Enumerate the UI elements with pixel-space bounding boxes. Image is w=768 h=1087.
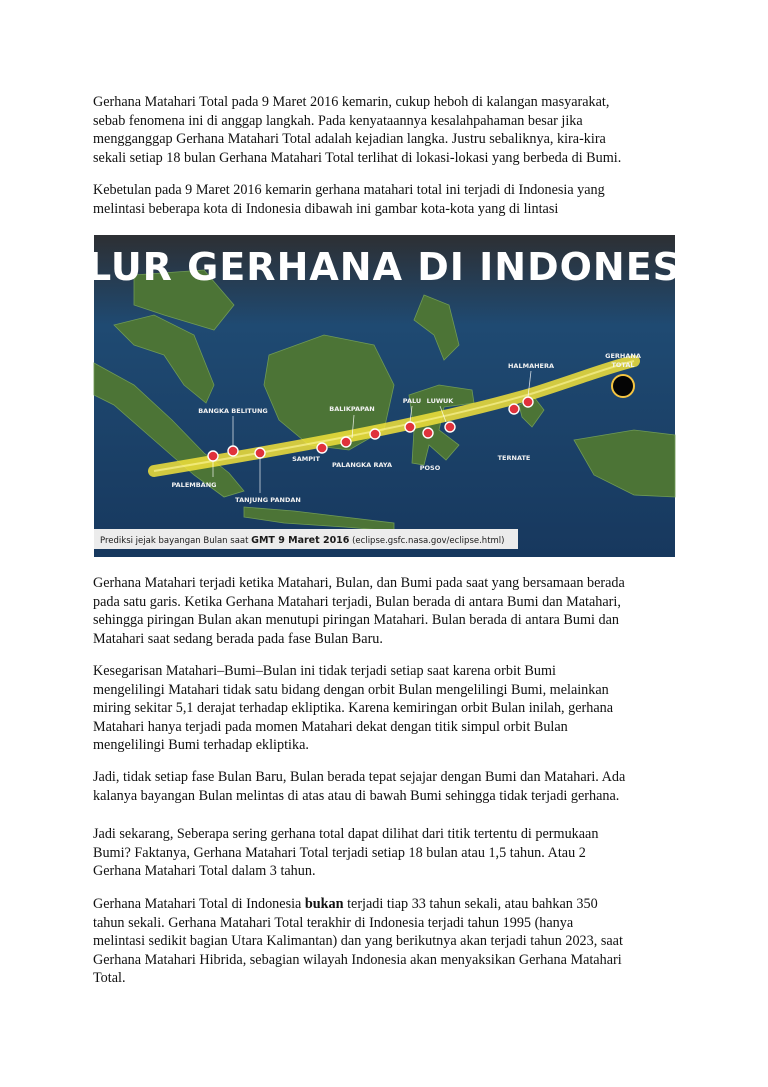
text-line: Kesegarisan Matahari–Bumi–Bulan ini tidak terjadi setiap saat karena orbit Bumi bbox=[93, 663, 556, 679]
label-halmahera: HALMAHERA bbox=[507, 362, 555, 370]
label-poso: POSO bbox=[419, 464, 441, 472]
text-line: sekali setiap 18 bulan Gerhana Matahari Total terlihat di lokasi-lokasi yang berbeda di Bumi. bbox=[93, 149, 622, 166]
total-eclipse-disc bbox=[612, 375, 634, 397]
paragraph-indonesia-history bbox=[93, 895, 693, 988]
pin-halmahera-b bbox=[523, 397, 533, 407]
pin-tanjung-pandan bbox=[255, 448, 265, 458]
map-caption bbox=[100, 535, 504, 546]
text-line: Gerhana Matahari Total dalam 3 tahun. bbox=[93, 863, 316, 880]
text-line: mengelilingi Bumi terhadap ekliptika. bbox=[93, 737, 309, 754]
paragraph-definition bbox=[93, 574, 693, 648]
label-palangka-raya: PALANGKA RAYA bbox=[331, 461, 393, 469]
pin-poso bbox=[423, 428, 433, 438]
label-sampit: SAMPIT bbox=[292, 455, 320, 463]
paragraph-frequency bbox=[93, 825, 693, 881]
text-line: Matahari hanya terjadi pada momen Matahari dekat dengan titik simpul orbit Bulan bbox=[93, 718, 568, 735]
text-line: Gerhana Matahari terjadi ketika Matahari, Bulan, dan Bumi pada saat yang bersamaan berada bbox=[93, 575, 625, 591]
text-line: miring sekitar 5,1 derajat terhadap ekliptika. Karena kemiringan orbit Bulan inilah, gerhana bbox=[93, 700, 614, 717]
label-palu: PALU bbox=[402, 397, 422, 405]
text-line: mengelilingi Matahari tidak satu bidang dengan orbit Bulan mengelilingi Bumi, melainkan bbox=[93, 681, 609, 698]
text-line: Jadi sekarang, Seberapa sering gerhana total dapat dilihat dari titik tertentu di permukaan bbox=[93, 826, 599, 842]
text-line: Gerhana Matahari Total pada 9 Maret 2016 kemarin, cukup heboh di kalangan masyarakat, bbox=[93, 94, 610, 110]
text-line: Jadi, tidak setiap fase Bulan Baru, Bulan berada tepat sejajar dengan Bumi dan Matahari. Ada bbox=[93, 769, 626, 785]
text-line: kalanya bayangan Bulan melintas di atas atau di bawah Bumi sehingga tidak terjadi gerhana. bbox=[93, 787, 620, 804]
label-tanjung-pandan: TANJUNG PANDAN bbox=[235, 496, 301, 504]
legend-label-line1: GERHANA bbox=[605, 352, 641, 360]
paragraph-path-intro bbox=[93, 181, 693, 218]
text-line: Kebetulan pada 9 Maret 2016 kemarin gerhana matahari total ini terjadi di Indonesia yang bbox=[93, 182, 605, 198]
pin-palu bbox=[405, 422, 415, 432]
pin-bangka bbox=[228, 446, 238, 456]
pin-balikpapan bbox=[370, 429, 380, 439]
text-run: Gerhana Matahari Total di Indonesia bbox=[93, 896, 305, 912]
label-ternate: TERNATE bbox=[497, 454, 531, 462]
legend-label-line2: TOTAL bbox=[611, 361, 635, 369]
text-line: mengganggap Gerhana Matahari Total adalah kejadian langka. Justru sebaliknya, kira-kira bbox=[93, 131, 606, 148]
paragraph-intro bbox=[93, 93, 693, 167]
caption-date: GMT 9 Maret 2016 bbox=[251, 535, 350, 546]
text-line: melintasi beberapa kota di Indonesia dibawah ini gambar kota-kota yang di lintasi bbox=[93, 200, 559, 217]
caption-prefix: Prediksi jejak bayangan Bulan saat bbox=[100, 536, 252, 546]
label-luwuk: LUWUK bbox=[426, 397, 454, 405]
text-line bbox=[93, 895, 693, 914]
text-run: terjadi tiap 33 tahun sekali, atau bahkan 350 bbox=[343, 896, 598, 912]
eclipse-path-map-figure bbox=[41, 235, 727, 557]
label-balikpapan: BALIKPAPAN bbox=[329, 405, 375, 413]
paragraph-new-moon bbox=[93, 768, 693, 805]
pin-palembang bbox=[208, 451, 218, 461]
pin-sampit bbox=[317, 443, 327, 453]
pin-palangka bbox=[341, 437, 351, 447]
text-line: Gerhana Matahari Hibrida, sebagian wilayah Indonesia akan menyaksikan Gerhana Matahari bbox=[93, 951, 622, 968]
bold-word: bukan bbox=[304, 896, 344, 912]
label-bangka-belitung: BANGKA BELITUNG bbox=[198, 407, 268, 415]
map-title: JALUR GERHANA DI INDONESIA bbox=[41, 245, 727, 289]
text-line: sehingga piringan Bulan akan menutupi piringan Matahari. Bulan berada di antara Bumi dan bbox=[93, 612, 619, 629]
text-line: sebab fenomena ini di anggap langkah. Pada kenyataannya kesalahpahaman besar jika bbox=[93, 112, 583, 129]
label-palembang: PALEMBANG bbox=[171, 481, 217, 489]
text-line: tahun sekali. Gerhana Matahari Total terakhir di Indonesia terjadi tahun 1995 (hanya bbox=[93, 914, 574, 931]
text-line: melintasi sedikit bagian Utara Kalimantan) dan yang berikutnya akan terjadi tahun 2023, saat bbox=[93, 933, 623, 950]
text-line: Total. bbox=[93, 970, 126, 987]
paragraph-alignment bbox=[93, 662, 693, 755]
pin-luwuk bbox=[445, 422, 455, 432]
caption-source: (eclipse.gsfc.nasa.gov/eclipse.html) bbox=[349, 536, 505, 546]
text-line: Matahari saat sedang berada pada fase Bulan Baru. bbox=[93, 630, 383, 647]
text-line: pada satu garis. Ketika Gerhana Matahari terjadi, Bulan berada di antara Bumi dan Matahari, bbox=[93, 593, 621, 610]
text-line: Bumi? Faktanya, Gerhana Matahari Total terjadi setiap 18 bulan atau 1,5 tahun. Atau 2 bbox=[93, 844, 586, 861]
pin-halmahera-a bbox=[509, 404, 519, 414]
